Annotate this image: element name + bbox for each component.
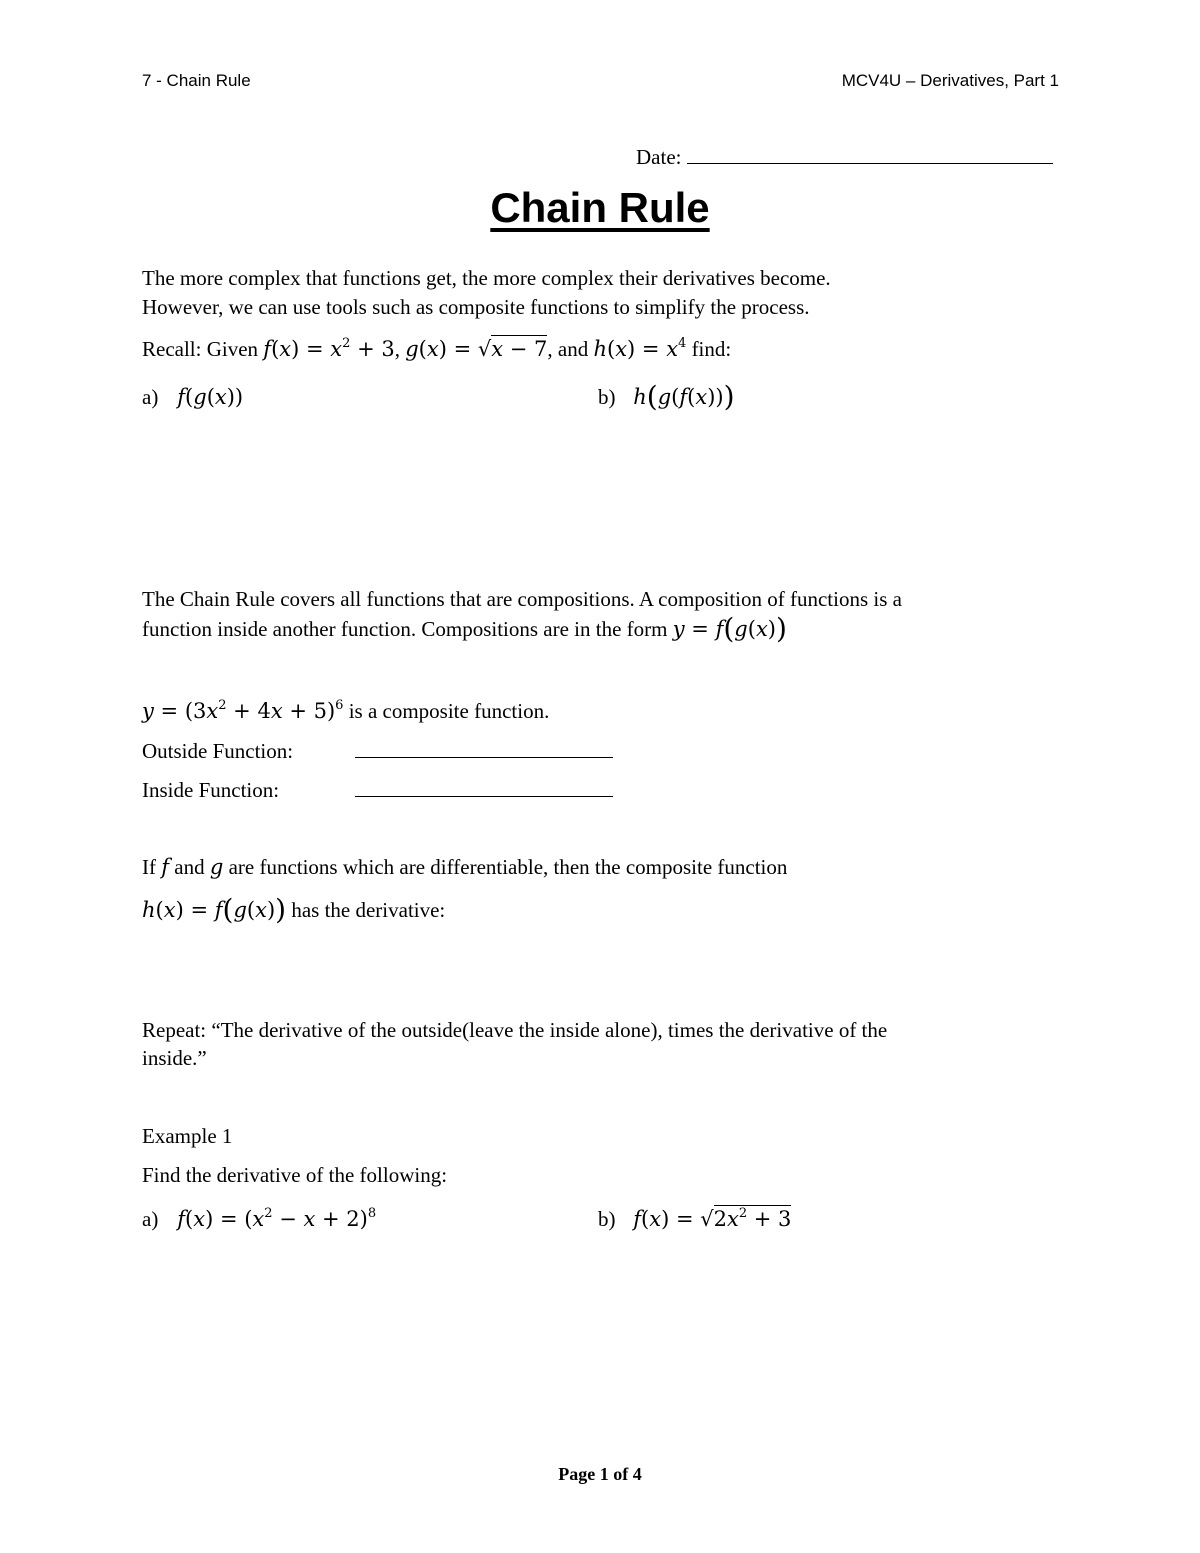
chain-rule-line-2 xyxy=(142,612,787,645)
composite-example-line xyxy=(142,698,549,724)
date-blank xyxy=(687,147,1053,164)
recall-label-a: a) xyxy=(142,385,159,409)
chain-rule-line-2-text: function inside another function. Compositions are in the form xyxy=(142,617,668,641)
composite-example-suffix: is a composite function. xyxy=(348,699,550,723)
inside-function-label: Inside Function: xyxy=(142,778,280,802)
symbol-g: g xyxy=(209,855,224,879)
page-number: Page 1 of 4 xyxy=(558,1464,642,1484)
symbol-f: f xyxy=(161,855,170,879)
header-left: 7 - Chain Rule xyxy=(142,71,251,90)
differentiable-line-1 xyxy=(142,854,787,880)
composite-h-expr: h(x) = f(g(x)) xyxy=(142,893,287,926)
example-1-instruction: Find the derivative of the following: xyxy=(142,1163,448,1187)
outside-function-label: Outside Function: xyxy=(142,739,294,763)
chain-rule-line-1: The Chain Rule covers all functions that are compositions. A composition of functions is a xyxy=(142,587,902,611)
inside-function-blank-wrap xyxy=(355,777,613,803)
date-label: Date: xyxy=(636,145,682,169)
recall-label-b: b) xyxy=(598,385,616,409)
recall-part-b xyxy=(598,380,735,413)
composition-form-expr: y = f(g(x)) xyxy=(672,612,787,645)
example-1-label-b: b) xyxy=(598,1207,616,1231)
intro-line-1: The more complex that functions get, the more complex their derivatives become. xyxy=(142,266,831,290)
header-right: MCV4U – Derivatives, Part 1 xyxy=(841,71,1059,90)
outside-function-blank xyxy=(355,741,613,758)
date-field xyxy=(636,144,1053,170)
recall-sep-1: , xyxy=(394,337,400,361)
intro-line-2: However, we can use tools such as composite functions to simplify the process. xyxy=(142,295,810,319)
recall-part-a xyxy=(142,384,243,410)
differentiable-line-1-rest: are functions which are differentiable, then the composite function xyxy=(228,855,788,879)
recall-g-definition: g(x) = √x − 7 xyxy=(405,337,548,361)
differentiable-line-2 xyxy=(142,893,446,926)
recall-h-definition: $h(x) = x^4$ xyxy=(593,336,687,361)
repeat-line-1: Repeat: “The derivative of the outside(leave the inside alone), times the derivative of the xyxy=(142,1018,888,1042)
inside-function-blank xyxy=(355,780,613,797)
differentiable-and: and xyxy=(174,855,205,879)
recall-expr-a: f(g(x)) xyxy=(177,385,244,409)
recall-line xyxy=(142,336,731,362)
differentiable-line-2-rest: has the derivative: xyxy=(291,898,446,922)
differentiable-if: If xyxy=(142,855,156,879)
example-1-heading: Example 1 xyxy=(142,1124,233,1148)
inside-function-row xyxy=(142,777,279,803)
outside-function-row xyxy=(142,738,293,764)
recall-expr-b: h(g(f(x))) xyxy=(633,380,735,413)
recall-suffix: find: xyxy=(691,337,732,361)
example-1-expr-b: $f(x) = √2x^2 + 3$ xyxy=(633,1206,792,1231)
example-1-label-a: a) xyxy=(142,1207,159,1231)
recall-sep-2: , and xyxy=(547,337,589,361)
example-1-part-a xyxy=(142,1206,376,1232)
recall-f-definition: $f(x) = x^2 + 3$ xyxy=(263,336,395,361)
page-title: Chain Rule xyxy=(490,184,710,231)
outside-function-blank-wrap xyxy=(355,738,613,764)
repeat-line-2: inside.” xyxy=(142,1046,207,1070)
recall-prefix: Recall: Given xyxy=(142,337,259,361)
example-1-part-b xyxy=(598,1206,791,1232)
example-1-expr-a: $f(x) = (x^2 - x + 2)^8$ xyxy=(177,1206,377,1231)
composite-example-expr: $y = (3x^2 + 4x + 5)^6$ xyxy=(142,698,344,723)
